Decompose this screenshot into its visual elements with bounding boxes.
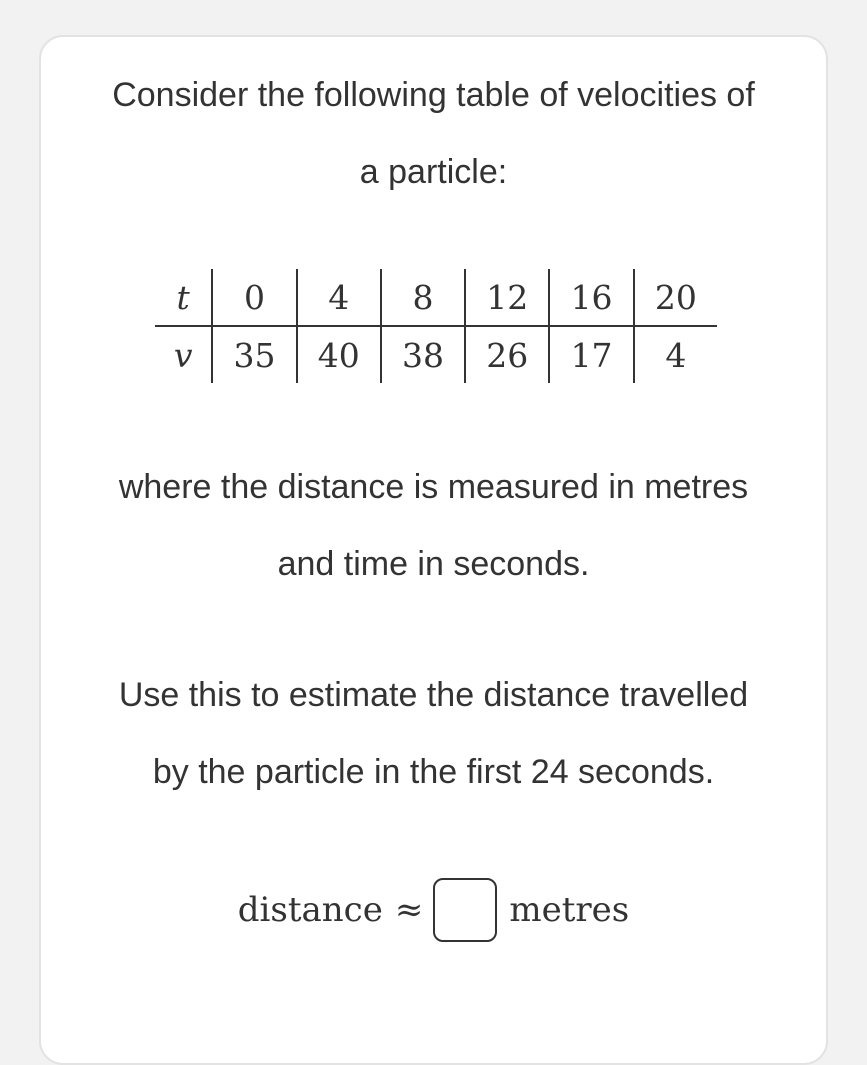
table-cell: 0 <box>212 269 296 326</box>
task-text <box>41 657 826 811</box>
intro-text <box>41 57 826 211</box>
answer-row <box>41 875 826 945</box>
table-cell: 12 <box>465 269 549 326</box>
task-line-2: by the particle in the first 24 seconds. <box>152 753 715 791</box>
table-cell: 40 <box>297 326 381 383</box>
table-cell: 38 <box>381 326 465 383</box>
velocity-table-container <box>155 269 717 391</box>
distance-answer-input[interactable] <box>433 878 497 942</box>
task-line-1: Use this to estimate the distance travelled <box>118 676 749 714</box>
answer-prefix: distance <box>237 890 383 930</box>
table-label-v: v <box>173 335 193 375</box>
approx-symbol: ≈ <box>394 890 424 930</box>
question-card <box>39 35 828 1065</box>
intro-line-1: Consider the following table of velocities of <box>112 76 755 114</box>
table-cell: 16 <box>549 269 633 326</box>
table-cell: 17 <box>549 326 633 383</box>
table-cell: 4 <box>634 326 717 383</box>
table-cell: 4 <box>297 269 381 326</box>
units-line-2: and time in seconds. <box>277 545 590 583</box>
units-text <box>41 449 826 603</box>
table-cell: 26 <box>465 326 549 383</box>
table-row-t <box>155 269 717 326</box>
table-cell: 8 <box>381 269 465 326</box>
table-row-v <box>155 326 717 383</box>
intro-line-2: a particle: <box>359 153 508 191</box>
table-label-t: t <box>155 269 212 326</box>
table-cell: 20 <box>634 269 717 326</box>
units-line-1: where the distance is measured in metres <box>118 468 749 506</box>
velocity-table <box>155 269 717 383</box>
answer-unit: metres <box>509 890 630 930</box>
table-cell: 35 <box>212 326 296 383</box>
